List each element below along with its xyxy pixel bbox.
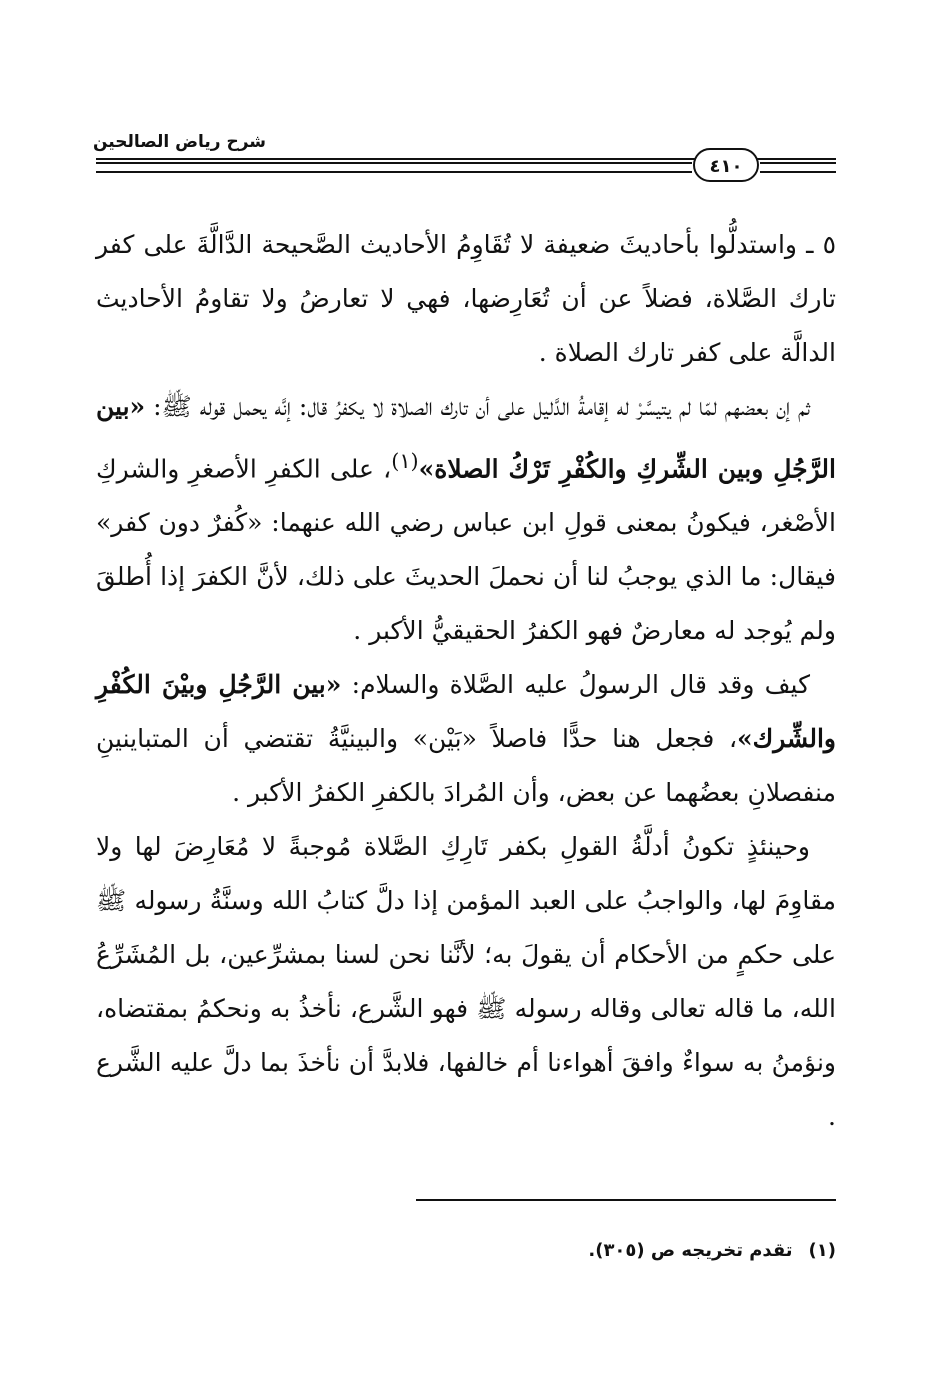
page-number-badge: ٤١٠ xyxy=(693,148,759,182)
header-double-rule-right xyxy=(760,162,836,173)
paragraph-3-lead: كيف وقد قال الرسولُ عليه الصَّلاة والسلام: xyxy=(341,670,810,700)
footnote-mark: (١) xyxy=(808,1240,836,1261)
paragraph-4: وحينئذٍ تكونُ أدلَّةُ القولِ بكفر تَارِكِ الصَّلاة مُوجبةً لا مُعَارِضَ لها ولا مقاوِمَ لها، والواجبُ على العبد المؤمن إذا دلَّ كتابُ الله وسنَّةُ رسوله ﷺ على حكمٍ من الأحكام أن يقولَ به؛ لأنَّنا نحن لسنا بمشرِّعين، بل المُشَرِّعُ الله، ما قاله تعالى وقاله رسوله ﷺ فهو الشَّرع، نأخذُ به ونحكمُ بمقتضاه، ونؤمنُ به سواءٌ وافقَ أهواءنا أم خالفها، فلابدَّ أن نأخذَ بما دلَّ عليه الشَّرع . xyxy=(96,832,836,1132)
main-text xyxy=(96,218,836,1144)
paragraph-3 xyxy=(96,658,836,820)
paragraph-2-rest: ، على الكفرِ الأصغرِ والشركِ الأصْغر، فيكونُ بمعنى قولِ ابن عباس رضي الله عنهما: «كُفرٌ دون كفر» فيقال: ما الذي يوجبُ لنا أن نحملَ الحديثَ على ذلك، لأنَّ الكفرَ إذا أُطلقَ ولم يُوجد له معارضٌ فهو الكفرُ الحقيقيُّ الأكبر . xyxy=(96,454,836,646)
hadith-quote-1: «بين الرَّجُلِ وبين الشِّركِ والكُفْرِ تَرْكُ الصلاة» xyxy=(96,392,836,484)
paragraph-1: ٥ ـ واستدلُّوا بأحاديثَ ضعيفة لا تُقَاوِمُ الأحاديث الصَّحيحة الدَّالَّةَ على كفر تارك الصَّلاة، فضلاً عن أن تُعَارِضها، فهي لا تعارضُ ولا تقاومُ الأحاديث الدالَّة على كفر تارك الصلاة . xyxy=(96,230,836,367)
footnote-1 xyxy=(96,1236,836,1266)
footnote-separator xyxy=(416,1199,836,1201)
footnote-text: تقدم تخريجه ص (٣٠٥). xyxy=(588,1240,793,1261)
footnote-reference[interactable]: (١) xyxy=(391,449,419,473)
paragraph-2 xyxy=(96,380,836,658)
paragraph-3-rest: ، فجعل هنا حدًّا فاصلاً «بَيْن» والبينيَّةُ تقتضي أن المتباينينِ منفصلانِ بعضُهما عن بعض، وأن المُرادَ بالكفرِ الكفرُ الأكبر . xyxy=(96,724,836,808)
hadith-quote-2: «بين الرَّجُلِ وبيْنَ الكُفْرِ والشِّرك» xyxy=(96,670,836,754)
header-double-rule-left xyxy=(96,162,692,173)
running-header-title: شرح رياض الصالحين xyxy=(92,132,266,152)
paragraph-2-lead: ثم إن بعضهم لمّا لم يتيسَّرْ له إقامةُ الدَّليل على أن تارك الصلاة لا يكفرُ قال: إنَّه يحمل قوله ﷺ: xyxy=(145,392,810,421)
